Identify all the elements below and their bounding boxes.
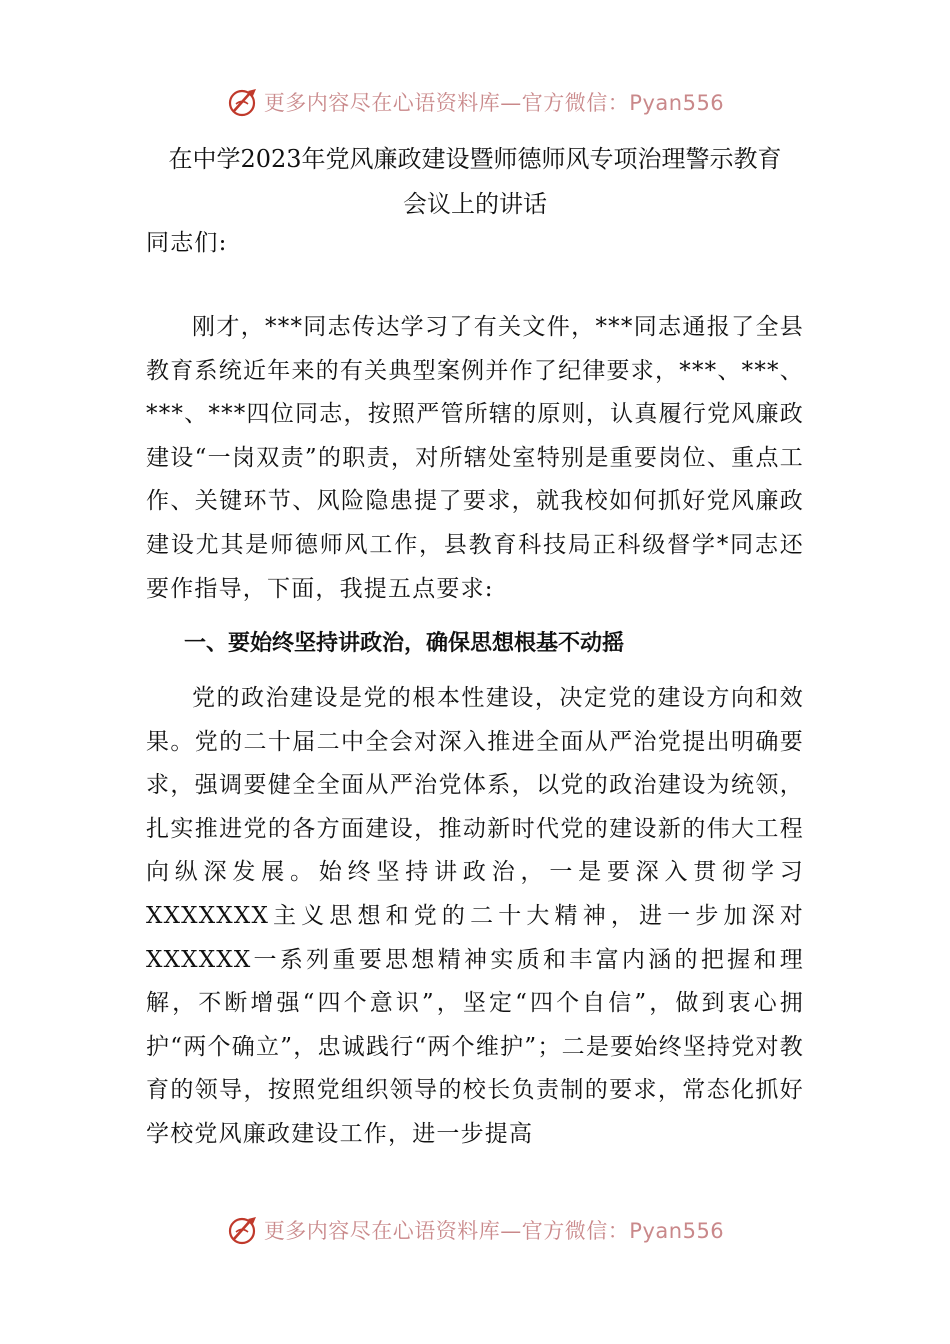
footer-banner (0, 1210, 950, 1250)
salutation: 同志们: (146, 230, 228, 256)
banner-text: 更多内容尽在心语资料库—官方微信：Pyan556 (263, 1219, 725, 1243)
pen-circle-icon (226, 1213, 260, 1247)
pen-circle-icon (226, 85, 260, 119)
header-banner (0, 82, 950, 122)
page-title (146, 137, 804, 227)
section-heading-1: 一、要始终坚持讲政治，确保思想根基不动摇 (184, 631, 625, 656)
banner-text: 更多内容尽在心语资料库—官方微信：Pyan556 (263, 91, 725, 115)
paragraph-1: 刚才，***同志传达学习了有关文件，***同志通报了全县教育系统近年来的有关典型案例并作了纪律要求，***、***、***、***四位同志，按照严管所辖的原则，认真履行党风廉政建设“一岗双责”的职责，对所辖处室特别是重要岗位、重点工作、关键环节、风险隐患提了要求，就我校如何抓好党风廉政建设尤其是师德师风工作，县教育科技局正科级督学*同志还要作指导，下面，我提五点要求: (146, 314, 804, 602)
paragraph-2: 党的政治建设是党的根本性建设，决定党的建设方向和效果。党的二十届二中全会对深入推进全面从严治党提出明确要求，强调要健全全面从严治党体系，以党的政治建设为统领，扎实推进党的各方面建设，推动新时代党的建设新的伟大工程向纵深发展。始终坚持讲政治，一是要深入贯彻学习XXXXXXX主义思想和党的二十大精神，进一步加深对XXXXXX一系列重要思想精神实质和丰富内涵的把握和理解，不断增强“四个意识”，坚定“四个自信”，做到衷心拥护“两个确立”，忠诚践行“两个维护”；二是要始终坚持党对教育的领导，按照党组织领导的校长负责制的要求，常态化抓好学校党风廉政建设工作，进一步提高 (146, 685, 804, 1147)
title-line-1: 在中学2023年党风廉政建设暨师德师风专项治理警示教育 (168, 145, 782, 173)
title-line-2: 会议上的讲话 (403, 190, 547, 218)
